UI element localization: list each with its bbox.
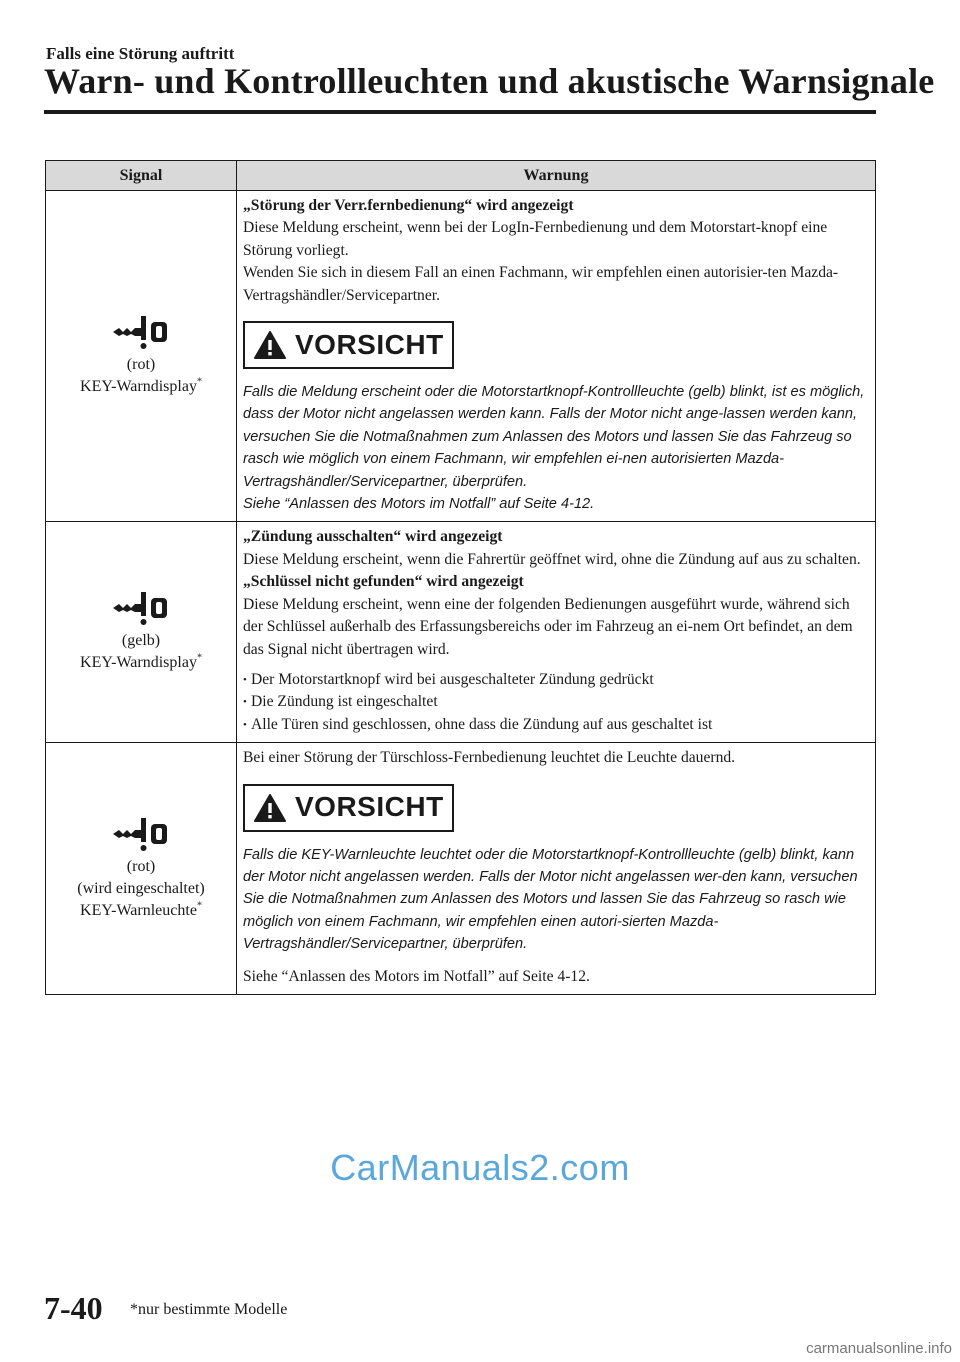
caution-box — [243, 784, 454, 832]
warning-cell — [237, 743, 876, 995]
warning-table — [45, 160, 876, 995]
message-description: Bei einer Störung der Türschloss-Fernbedienung leuchtet die Leuchte dauernd. — [243, 749, 736, 767]
page-number: 7-40 — [44, 1290, 103, 1326]
warning-triangle-icon — [253, 330, 287, 360]
condition-list — [243, 669, 869, 736]
message-heading: „Schlüssel nicht gefunden“ wird angezeigt — [243, 573, 524, 591]
message-heading: „Zündung ausschalten“ wird angezeigt — [243, 528, 503, 546]
caution-reference: Siehe “Anlassen des Motors im Notfall” auf Seite 4-12. — [243, 496, 595, 513]
column-header-warning: Warnung — [237, 161, 876, 191]
signal-label: KEY-Warndisplay* — [80, 652, 202, 672]
message-description: Diese Meldung erscheint, wenn eine der folgenden Bedienungen ausgeführt wurde, während sich der Schlüssel außerhalb des Erfassungsbereichs oder im Fahrzeug an ei-nem Ort befindet, an dem das Signal nicht übertragen wird. — [243, 595, 853, 658]
warning-cell — [237, 191, 876, 522]
list-item: • Alle Türen sind geschlossen, ohne dass die Zündung auf aus geschaltet ist — [243, 714, 869, 736]
warning-cell — [237, 522, 876, 743]
source-watermark: carmanualsonline.info — [806, 1340, 952, 1357]
key-warning-icon — [111, 314, 171, 350]
key-warning-icon — [111, 816, 171, 852]
signal-cell — [46, 743, 237, 995]
signal-color: (rot) — [126, 356, 156, 374]
caution-text: Falls die Meldung erscheint oder die Motorstartknopf-Kontrollleuchte (gelb) blinkt, ist es möglich, dass der Motor nicht angelassen werden kann. Falls der Motor nicht ange-lassen werden kann, versuchen Sie die Notmaßnahmen zum Anlassen des Motors und lassen Sie das Fahrzeug so rasch wie möglich von einem Fachmann, wir empfehlen ei-nen autorisierten Mazda-Vertragshändler/Servicepartner, überprüfen. — [243, 384, 865, 490]
caution-label: VORSICHT — [295, 791, 444, 823]
list-item: • Der Motorstartknopf wird bei ausgeschalteter Zündung gedrückt — [243, 669, 869, 691]
column-header-signal: Signal — [46, 161, 237, 191]
signal-cell — [46, 522, 237, 743]
caution-label: VORSICHT — [295, 328, 444, 360]
table-header-row — [46, 161, 876, 191]
watermark: CarManuals2.com — [330, 1147, 630, 1188]
signal-color: (gelb) — [121, 632, 161, 650]
table-row — [46, 522, 876, 743]
title-divider — [44, 110, 876, 114]
message-description: Diese Meldung erscheint, wenn die Fahrertür geöffnet wird, ohne die Zündung auf aus zu schalten. — [243, 550, 861, 568]
list-item: • Die Zündung ist eingeschaltet — [243, 691, 869, 713]
message-advice: Wenden Sie sich in diesem Fall an einen Fachmann, wir empfehlen einen autorisier-ten Mazda-Vertragshändler/Servicepartner. — [243, 264, 839, 304]
table-row — [46, 743, 876, 995]
footnote: *nur bestimmte Modelle — [130, 1301, 288, 1318]
message-description: Diese Meldung erscheint, wenn bei der LogIn-Fernbedienung und dem Motorstart-knopf eine Störung vorliegt. — [243, 219, 828, 259]
page-title: Warn- und Kontrollleuchten und akustische Warnsignale — [44, 61, 935, 101]
signal-cell — [46, 191, 237, 522]
message-heading: „Störung der Verr.fernbedienung“ wird angezeigt — [243, 197, 574, 214]
signal-label: KEY-Warndisplay* — [80, 376, 202, 396]
signal-label: KEY-Warnleuchte* — [80, 900, 202, 919]
reference-text: Siehe “Anlassen des Motors im Notfall” auf Seite 4-12. — [243, 967, 590, 985]
table-row — [46, 191, 876, 522]
signal-color: (rot) — [126, 857, 156, 875]
caution-text: Falls die KEY-Warnleuchte leuchtet oder die Motorstartknopf-Kontrollleuchte (gelb) blinkt, kann der Motor nicht angelassen werden. Falls der Motor nicht angelassen wer-den kann, versuchen Sie die Notmaßnahmen zum Anlassen des Motors und lassen Sie das Fahrzeug so rasch wie möglich von einem Fachmann, wir empfehlen einen autori-sierten Mazda-Vertragshändler/Servicepartner, überprüfen. — [243, 846, 858, 953]
key-warning-icon — [111, 590, 171, 626]
warning-triangle-icon — [253, 793, 287, 823]
section-label: Falls eine Störung auftritt — [46, 44, 235, 63]
caution-box — [243, 321, 454, 369]
signal-state: (wird eingeschaltet) — [77, 879, 205, 897]
